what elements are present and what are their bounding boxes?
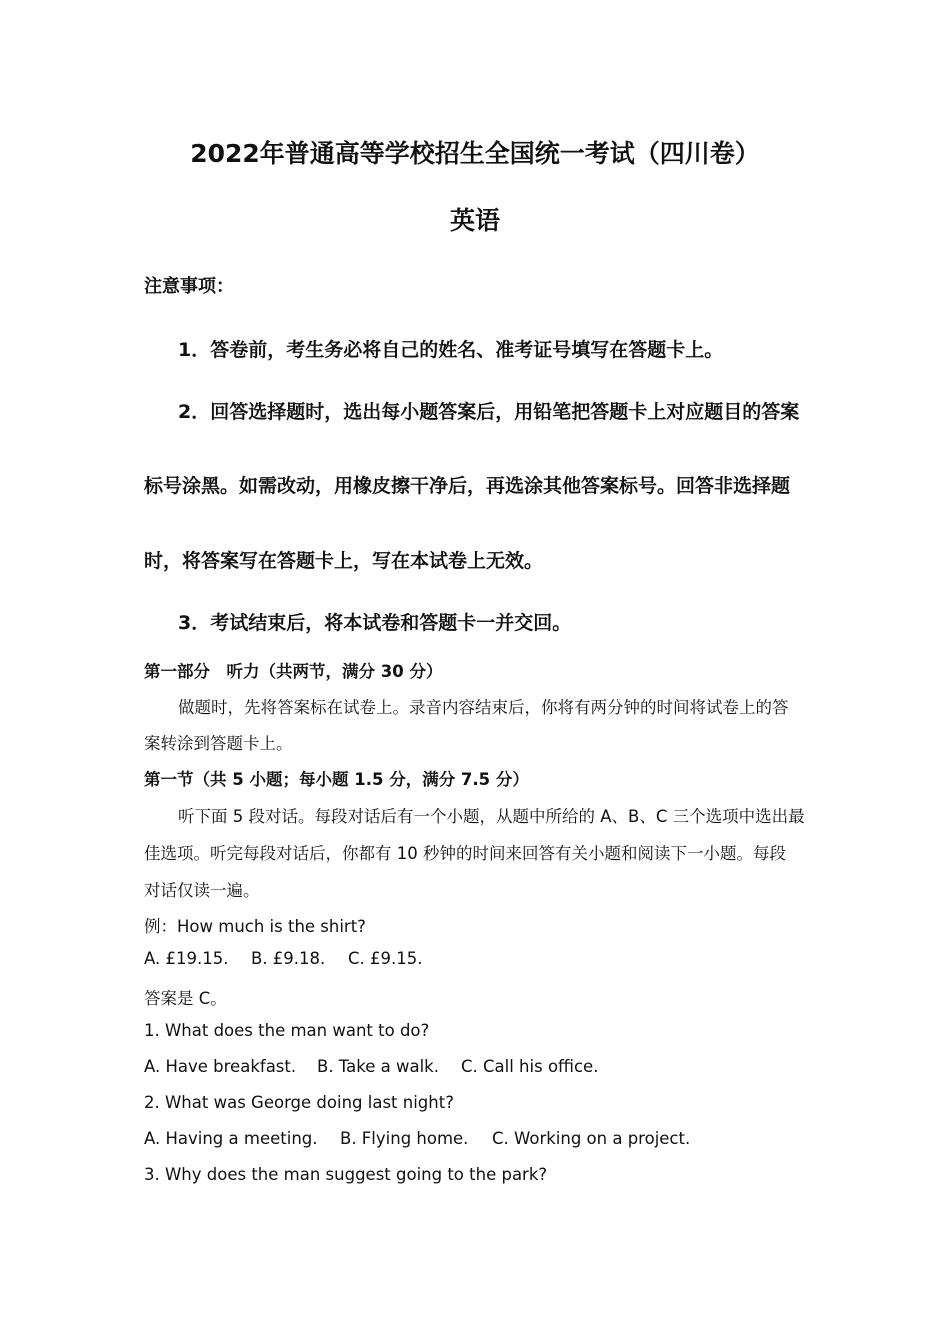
part1-heading: 第一部分 听力（共两节，满分 30 分） [144,662,443,681]
exam-subject: 英语 [449,206,500,235]
example-option-a: A. £19.15. [144,949,229,968]
question-1: 1. What does the man want to do? [144,1021,430,1040]
example-answer: 答案是 C。 [144,989,227,1008]
notice-item-2-line-1: 2．回答选择题时，选出每小题答案后，用铅笔把答题卡上对应题目的答案 [178,401,800,423]
section1-intro-line-1: 听下面 5 段对话。每段对话后有一个小题，从题中所给的 A、B、C 三个选项中选出最 [178,807,805,826]
notice-item-2-line-2: 标号涂黑。如需改动，用橡皮擦干净后，再选涂其他答案标号。回答非选择题 [144,475,791,497]
section1-intro-line-2: 佳选项。听完每段对话后，你都有 10 秒钟的时间来回答有关小题和阅读下一小题。每段 [144,844,786,863]
question-2-options [144,1129,690,1148]
question-2-option-b: B. Flying home. [340,1129,469,1148]
notice-item-3: 3．考试结束后，将本试卷和答题卡一并交回。 [178,612,572,634]
question-1-option-b: B. Take a walk. [317,1057,439,1076]
exam-title: 2022年普通高等学校招生全国统一考试（四川卷） [190,139,760,168]
notice-heading: 注意事项： [144,276,234,297]
example-question: 例：How much is the shirt? [144,917,366,936]
example-option-b: B. £9.18. [251,949,326,968]
question-1-options [144,1057,598,1076]
example-option-c: C. £9.15. [348,949,423,968]
section1-intro-line-3: 对话仅读一遍。 [144,881,260,900]
question-2-option-a: A. Having a meeting. [144,1129,318,1148]
question-1-option-c: C. Call his office. [461,1057,599,1076]
example-options [144,949,423,968]
part1-intro-line-1: 做题时，先将答案标在试卷上。录音内容结束后，你将有两分钟的时间将试卷上的答 [178,698,789,717]
part1-intro-line-2: 案转涂到答题卡上。 [144,734,293,753]
question-3: 3. Why does the man suggest going to the park? [144,1165,548,1184]
notice-item-2-line-3: 时，将答案写在答题卡上，写在本试卷上无效。 [144,550,544,572]
question-2-option-c: C. Working on a project. [492,1129,691,1148]
question-1-option-a: A. Have breakfast. [144,1057,297,1076]
notice-item-1: 1．答卷前，考生务必将自己的姓名、准考证号填写在答题卡上。 [178,339,724,361]
question-2: 2. What was George doing last night? [144,1093,454,1112]
section1-heading: 第一节（共 5 小题；每小题 1.5 分，满分 7.5 分） [144,770,529,789]
